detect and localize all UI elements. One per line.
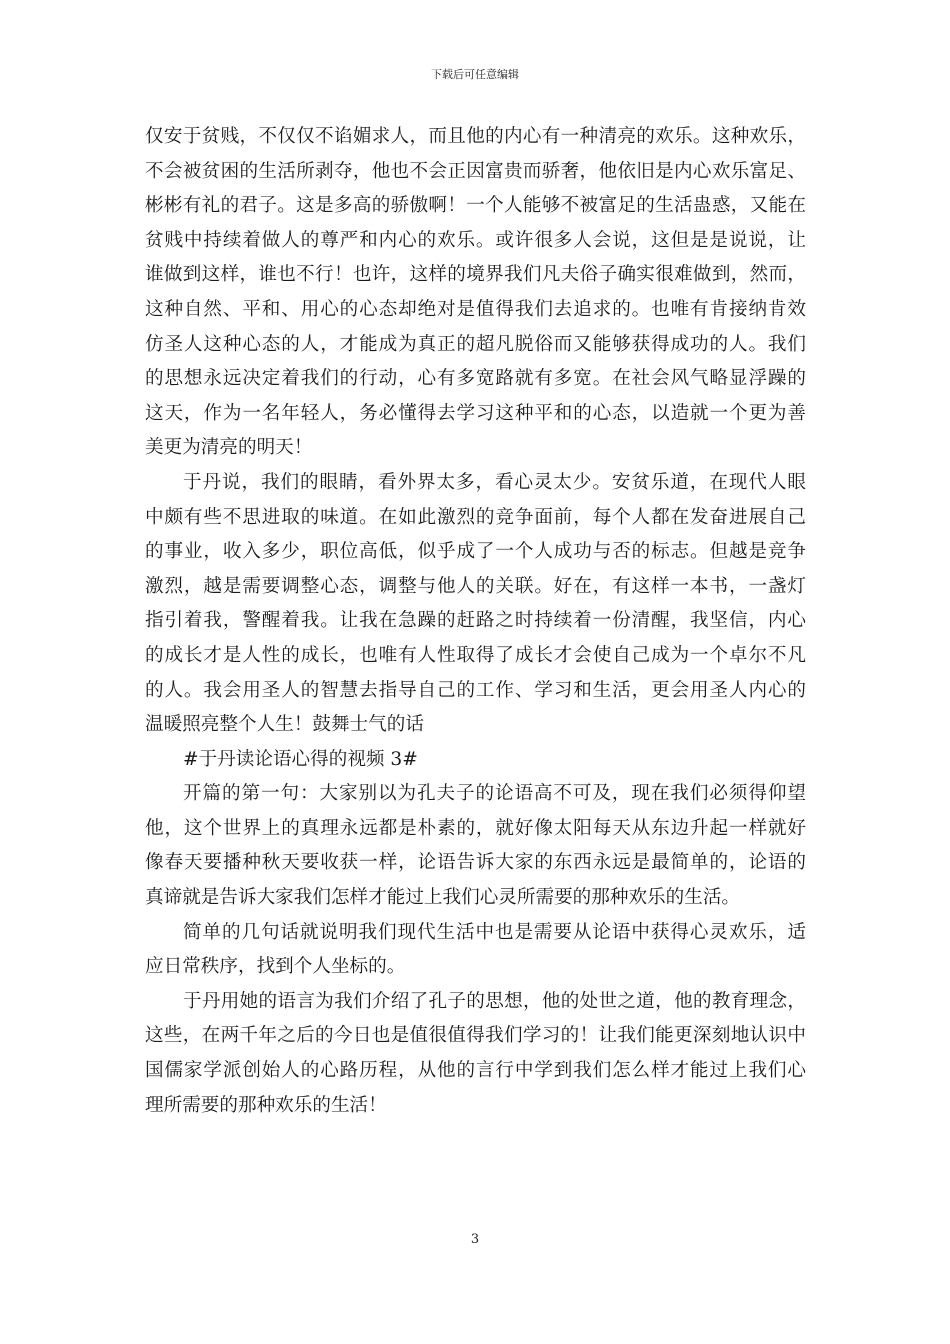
- text-line: 这些，在两千年之后的今日也是值很值得我们学习的！让我们能更深刻地认识中: [145, 1025, 806, 1047]
- text-line: 的成长才是人性的成长，也唯有人性取得了成长才会使自己成为一个卓尔不凡: [145, 644, 806, 666]
- text-line: 中颇有些不思进取的味道。在如此激烈的竞争面前，每个人都在发奋进展自己: [145, 506, 806, 528]
- page-header-note: 下载后可任意编辑: [431, 68, 519, 81]
- text-line: 他，这个世界上的真理永远都是朴素的，就好像太阳每天从东边升起一样就好: [145, 817, 806, 839]
- paragraph: [145, 120, 806, 466]
- text-line: 仅安于贫贱，不仅仅不谄媚求人，而且他的内心有一种清亮的欢乐。这种欢乐，: [145, 126, 806, 147]
- text-line: 不会被贫困的生活所剥夺，他也不会正因富贵而骄奢，他依旧是内心欢乐富足、: [145, 160, 806, 182]
- text-line: 简单的几句话就说明我们现代生活中也是需要从论语中获得心灵欢乐，适: [183, 921, 806, 943]
- section-heading-text: #于丹读论语心得的视频 3#: [183, 748, 418, 770]
- paragraph: [145, 777, 806, 915]
- text-line: 美更为清亮的明天！: [145, 437, 313, 459]
- text-line: 国儒家学派创始人的心路历程，从他的言行中学到我们怎么样才能过上我们心: [145, 1060, 806, 1082]
- text-line: 的事业，收入多少，职位高低，似乎成了一个人成功与否的标志。但越是竞争: [145, 541, 806, 563]
- text-line: 像春天要播种秋天要收获一样，论语告诉大家的东西永远是最简单的，论语的: [145, 852, 806, 874]
- document-body: [145, 120, 806, 1123]
- text-line: 于丹用她的语言为我们介绍了孔子的思想，他的处世之道，他的教育理念，: [183, 990, 806, 1012]
- paragraph: [145, 985, 806, 1123]
- text-line: 温暖照亮整个人生！鼓舞士气的话: [145, 714, 424, 736]
- text-line: 于丹说，我们的眼睛，看外界太多，看心灵太少。安贫乐道，在现代人眼: [183, 471, 806, 493]
- text-line: 贫贱中持续着做人的尊严和内心的欢乐。或许很多人会说，这但是是说说，让: [145, 229, 806, 251]
- text-line: 的思想永远决定着我们的行动，心有多宽路就有多宽。在社会风气略显浮躁的: [145, 368, 806, 390]
- text-line: 理所需要的那种欢乐的生活！: [145, 1094, 387, 1116]
- text-line: 指引着我，警醒着我。让我在急躁的赶路之时持续着一份清醒，我坚信，内心: [145, 610, 806, 632]
- text-line: 彬彬有礼的君子。这是多高的骄傲啊！一个人能够不被富足的生活蛊惑，又能在: [145, 195, 806, 217]
- section-heading: [145, 743, 806, 778]
- text-line: 这种自然、平和、用心的心态却绝对是值得我们去追求的。也唯有肯接纳肯效: [145, 298, 806, 320]
- paragraph: [145, 916, 806, 985]
- text-line: 谁做到这样，谁也不行！也许，这样的境界我们凡夫俗子确实很难做到，然而，: [145, 264, 806, 286]
- text-line: 激烈，越是需要调整心态，调整与他人的关联。好在，有这样一本书，一盏灯: [145, 575, 806, 597]
- text-line: 开篇的第一句：大家别以为孔夫子的论语高不可及，现在我们必须得仰望: [183, 783, 806, 805]
- text-line: 仿圣人这种心态的人，才能成为真正的超凡脱俗而又能够获得成功的人。我们: [145, 333, 806, 355]
- text-line: 的人。我会用圣人的智慧去指导自己的工作、学习和生活，更会用圣人内心的: [145, 679, 806, 701]
- paragraph: [145, 466, 806, 743]
- text-line: 这天，作为一名年轻人，务必懂得去学习这种平和的心态，以造就一个更为善: [145, 402, 806, 424]
- text-line: 真谛就是告诉大家我们怎样才能过上我们心灵所需要的那种欢乐的生活。: [145, 887, 741, 909]
- page-number: 3: [470, 1232, 480, 1247]
- text-line: 应日常秩序，找到个人坐标的。: [145, 956, 406, 978]
